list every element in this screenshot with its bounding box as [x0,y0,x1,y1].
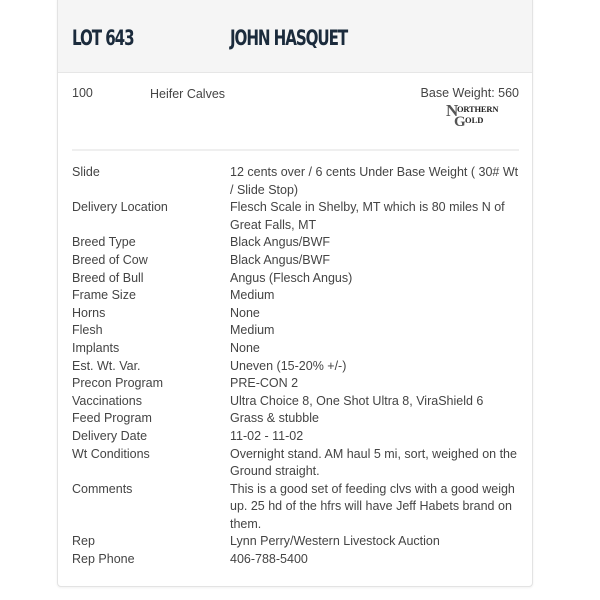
detail-label: Wt Conditions [72,446,150,461]
detail-row-breed-type [72,234,522,252]
detail-value: Grass & stubble [230,411,319,426]
detail-value: Lynn Perry/Western Livestock Auction [230,534,440,549]
detail-row-vaccinations [72,393,522,411]
detail-value: Ultra Choice 8, One Shot Ultra 8, ViraShield 6 [230,393,484,408]
svg-text:ORTHERN: ORTHERN [457,104,499,114]
base-weight: Base Weight: 560 [420,86,519,100]
detail-value: Overnight stand. AM haul 5 mi, sort, weighed on the Ground straight. [230,446,517,479]
detail-row-precon-program [72,375,522,393]
detail-label: Breed of Bull [72,270,144,285]
detail-row-est-wt-var [72,358,522,376]
detail-value: 11-02 - 11-02 [230,428,304,443]
detail-row-slide [72,164,522,199]
detail-label: Frame Size [72,288,136,303]
detail-label: Breed of Cow [72,252,148,267]
svg-text:G: G [454,114,466,126]
detail-value: None [230,340,260,355]
lot-header [58,0,532,73]
detail-row-delivery-date [72,428,522,446]
detail-label: Horns [72,305,106,320]
detail-row-implants [72,340,522,358]
detail-value: 406-788-5400 [230,552,308,567]
detail-row-breed-of-cow [72,252,522,270]
detail-label: Delivery Date [72,428,148,443]
detail-row-horns [72,305,522,323]
lot-card [57,0,533,587]
detail-label: Rep [72,534,95,549]
detail-row-frame-size [72,287,522,305]
detail-label: Precon Program [72,376,164,391]
detail-label: Comments [72,481,133,496]
seller-name: JOHN HASQUET [230,26,348,50]
detail-row-rep [72,533,522,551]
detail-label: Rep Phone [72,552,135,567]
detail-label: Implants [72,340,120,355]
detail-row-flesh [72,322,522,340]
lot-details [72,164,522,569]
detail-value: Uneven (15-20% +/-) [230,358,347,373]
detail-row-wt-conditions [72,446,522,481]
detail-value: 12 cents over / 6 cents Under Base Weight ( 30# Wt / Slide Stop) [230,165,519,197]
svg-text:N: N [446,102,459,120]
detail-value: This is a good set of feeding clvs with a good weigh up. 25 hd of the hfrs will have Jeff Habets brand on them. [230,481,515,531]
detail-value: Black Angus/BWF [230,252,331,267]
detail-label: Est. Wt. Var. [72,358,141,373]
head-count: 100 [72,86,93,100]
detail-value: None [230,305,260,320]
detail-value: Medium [230,288,275,303]
detail-value: PRE-CON 2 [230,376,299,391]
lot-number: LOT 643 [72,26,134,50]
section-divider [72,149,519,151]
detail-label: Vaccinations [72,393,142,408]
northern-gold-logo-icon [446,102,518,126]
detail-row-breed-of-bull [72,270,522,288]
detail-row-delivery-location [72,199,522,234]
detail-value: Black Angus/BWF [230,235,331,250]
detail-value: Flesch Scale in Shelby, MT which is 80 miles N of Great Falls, MT [230,200,505,232]
svg-text:OLD: OLD [465,115,484,125]
detail-value: Medium [230,323,275,338]
cattle-type: Heifer Calves [150,87,226,101]
detail-row-rep-phone [72,551,522,569]
detail-label: Breed Type [72,235,136,250]
detail-row-feed-program [72,410,522,428]
detail-label: Slide [72,165,100,179]
detail-label: Flesh [72,323,103,338]
detail-value: Angus (Flesch Angus) [230,270,353,285]
detail-label: Feed Program [72,411,152,426]
detail-label: Delivery Location [72,200,168,215]
detail-row-comments [72,481,522,534]
lot-summary [58,73,532,149]
